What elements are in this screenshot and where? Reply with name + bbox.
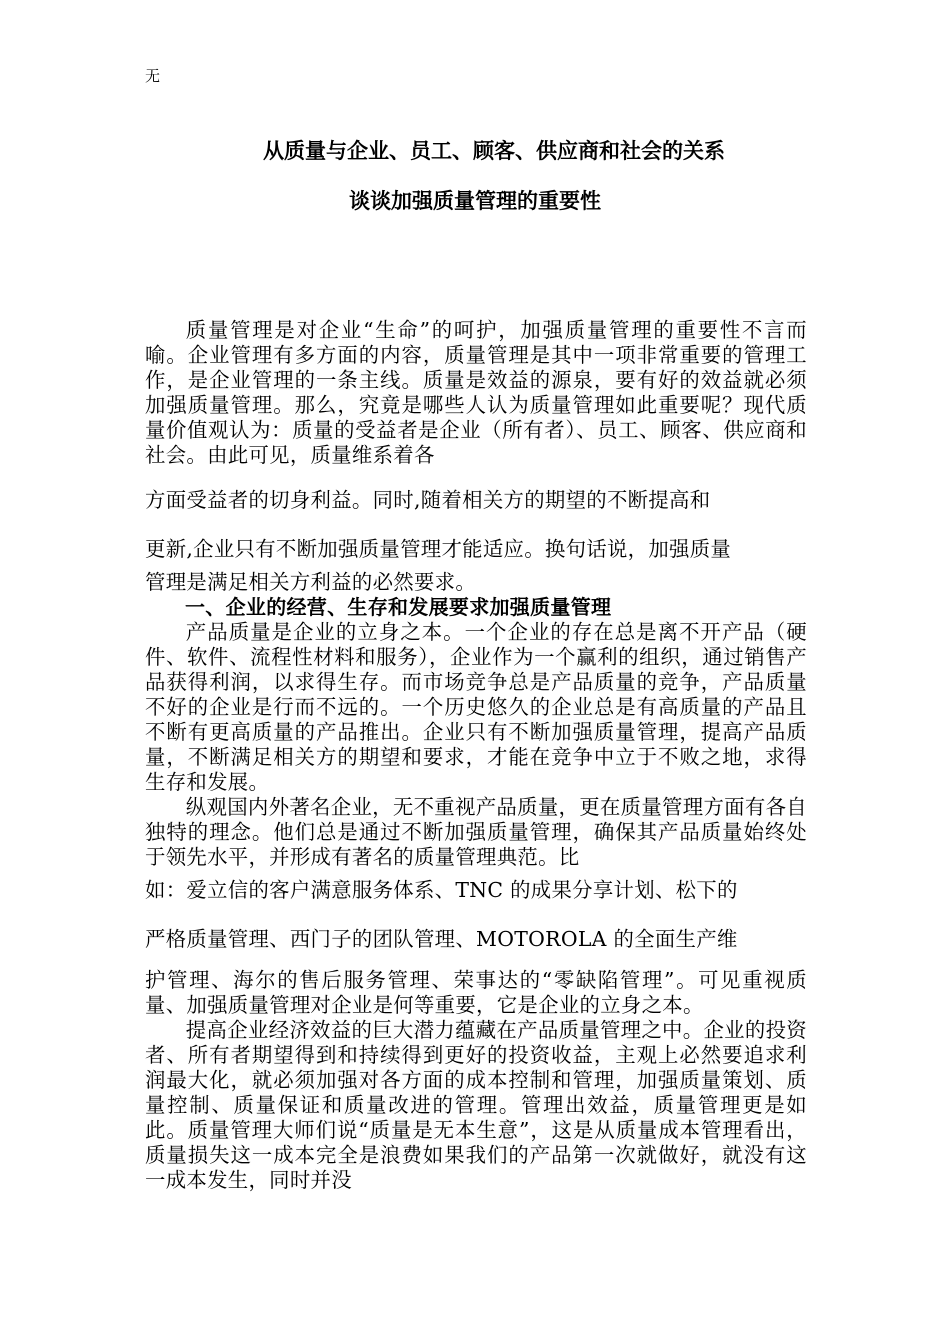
- paragraph-3: 提高企业经济效益的巨大潜力蕴藏在产品质量管理之中。企业的投资者、所有者期望得到和持续得到更好的投资收益，主观上必然要追求利润最大化，就必须加强对各方面的成本控制和管理，加强质量策划、质量控制、质量保证和质量改进的管理。管理出效益，质量管理更是如此。质量管理大师们说“质量是无本生意”，这是从质量成本管理看出，质量损失这一成本完全是浪费如果我们的产品第一次就做好，就没有这一成本发生，同时并没: [145, 1018, 807, 1192]
- paragraph-2: 纵观国内外著名企业，无不重视产品质量，更在质量管理方面有各自独特的理念。他们总是通过不断加强质量管理，确保其产品质量始终处于领先水平，并形成有著名的质量管理典范。比: [145, 795, 807, 869]
- line-gap: [145, 903, 807, 927]
- line-gap: [145, 952, 807, 968]
- document-body: [145, 318, 807, 1193]
- section-heading-1: 一、企业的经营、生存和发展要求加强质量管理: [185, 595, 612, 619]
- intro-paragraph-cont-2: 更新,企业只有不断加强质量管理才能适应。换句话说，加强质量: [145, 537, 732, 561]
- line-gap: [145, 870, 807, 878]
- document-title-line-2: 谈谈加强质量管理的重要性: [349, 189, 601, 213]
- paragraph-2-cont-1: 如：爱立信的客户满意服务体系、TNC 的成果分享计划、松下的: [145, 878, 738, 902]
- intro-paragraph: 质量管理是对企业“生命”的呵护，加强质量管理的重要性不言而喻。企业管理有多方面的内容，质量管理是其中一项非常重要的管理工作，是企业管理的一条主线。质量是效益的源泉，要有好的效益就必须加强质量管理。那么，究竟是哪些人认为质量管理如此重要呢？现代质量价值观认为：质量的受益者是企业（所有者）、员工、顾客、供应商和社会。由此可见，质量维系着各: [145, 318, 807, 467]
- line-gap: [145, 513, 807, 537]
- paragraph-2-cont-3: 护管理、海尔的售后服务管理、荣事达的“零缺陷管理”。可见重视质量、加强质量管理对企业是何等重要，它是企业的立身之本。: [145, 968, 807, 1017]
- paragraph-1: 产品质量是企业的立身之本。一个企业的存在总是离不开产品（硬件、软件、流程性材料和服务），企业作为一个赢利的组织，通过销售产品获得利润，以求得生存。而市场竞争总是产品质量的竞争，产品质量不好的企业是行而不远的。一个历史悠久的企业总是有高质量的产品且不断有更高质量的产品推出。企业只有不断加强质量管理，提高产品质量，不断满足相关方的期望和要求，才能在竞争中立于不败之地，求得生存和发展。: [145, 620, 807, 794]
- header-mark: 无: [145, 67, 161, 85]
- document-title-line-1: 从质量与企业、员工、顾客、供应商和社会的关系: [263, 139, 725, 163]
- line-gap: [145, 562, 807, 570]
- intro-paragraph-cont-1: 方面受益者的切身利益。同时,随着相关方的期望的不断提高和: [145, 488, 711, 512]
- paragraph-2-cont-2: 严格质量管理、西门子的团队管理、MOTOROLA 的全面生产维: [145, 927, 738, 951]
- intro-paragraph-cont-3: 管理是满足相关方利益的必然要求。: [145, 570, 477, 594]
- line-gap: [145, 468, 807, 488]
